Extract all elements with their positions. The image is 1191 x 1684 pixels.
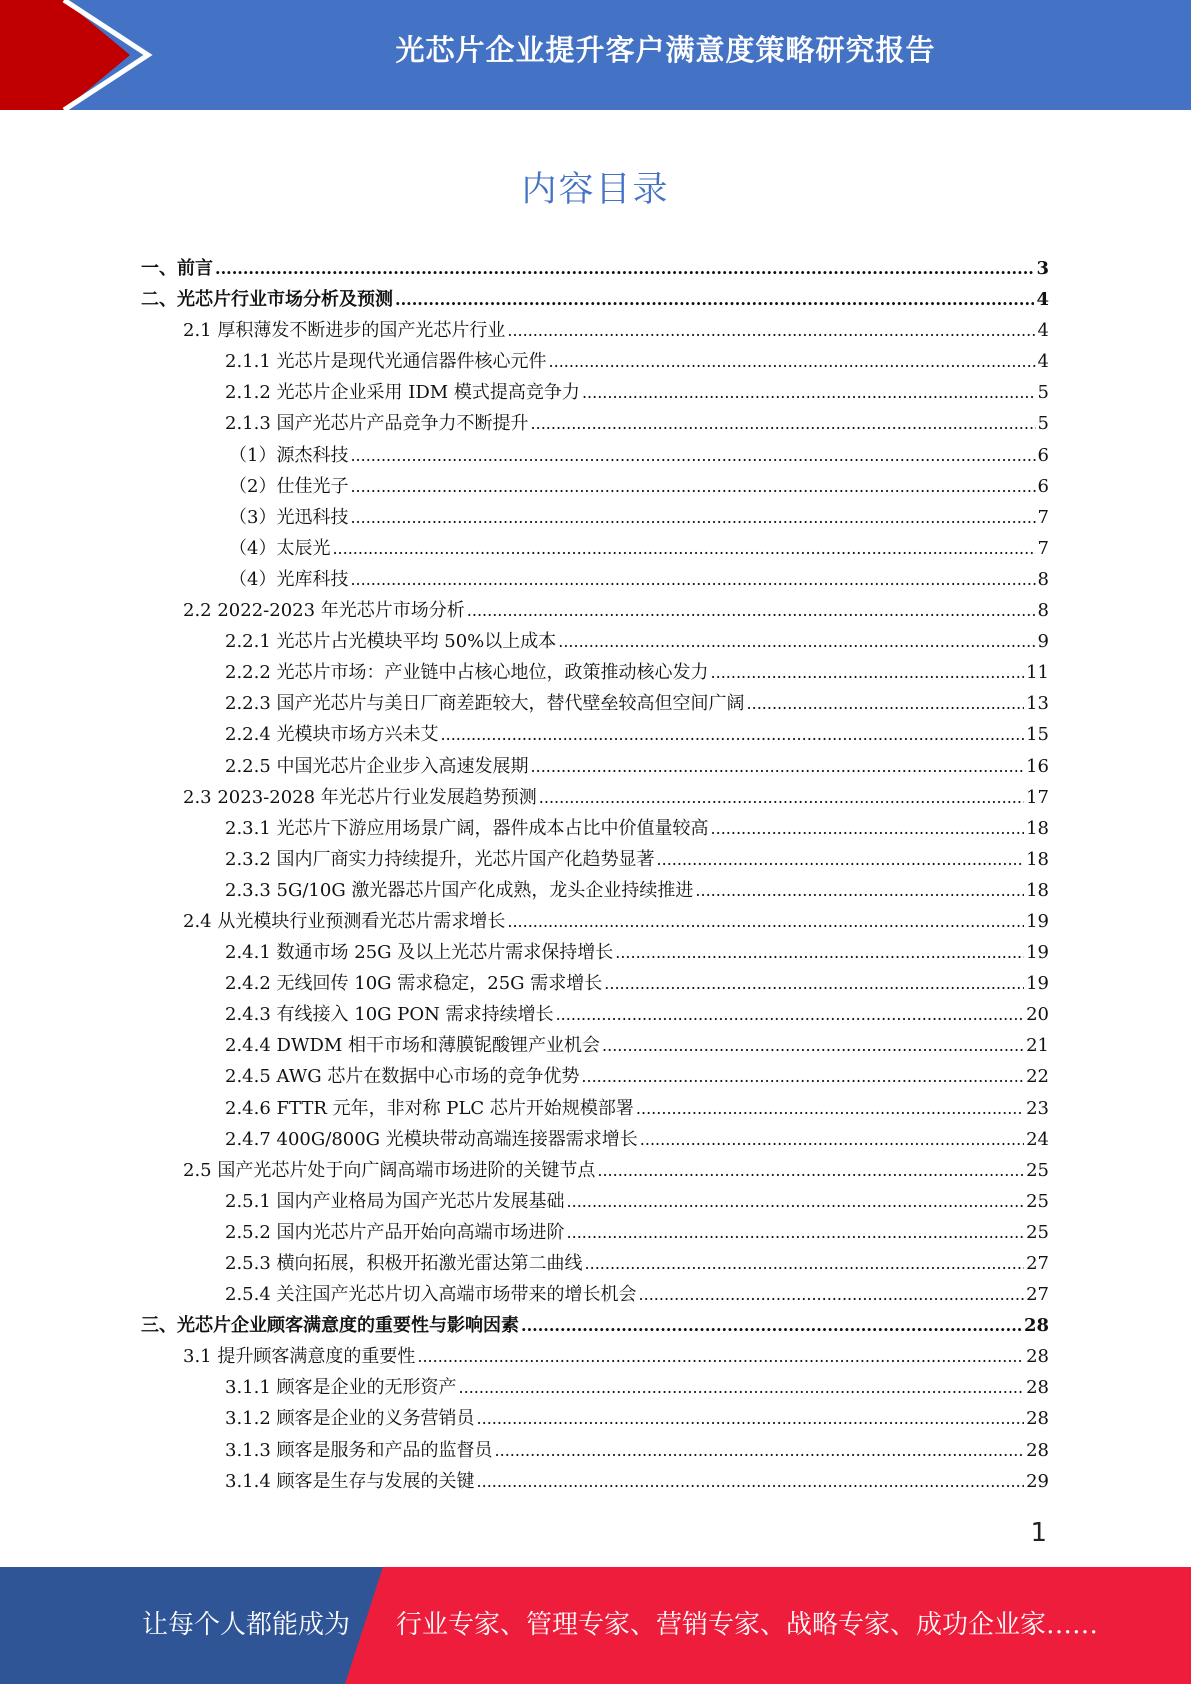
toc-entry[interactable] bbox=[141, 689, 1049, 720]
toc-dot-leader bbox=[582, 383, 1036, 402]
toc-entry-text: 2.4.2 无线回传 10G 需求稳定，25G 需求增长 bbox=[225, 973, 603, 995]
toc-entry[interactable] bbox=[141, 285, 1049, 316]
toc-entry-page: 3 bbox=[1036, 258, 1049, 279]
toc-entry-page: 28 bbox=[1023, 1315, 1049, 1337]
toc-dot-leader bbox=[581, 1067, 1024, 1086]
toc-entry-page: 4 bbox=[1037, 320, 1049, 342]
toc-entry-text: 2.2.1 光芯片占光模块平均 50%以上成本 bbox=[225, 631, 557, 653]
toc-entry-page: 5 bbox=[1037, 382, 1049, 404]
toc-entry[interactable] bbox=[141, 783, 1049, 814]
toc-entry-text: 2.2.5 中国光芯片企业步入高速发展期 bbox=[225, 755, 529, 777]
toc-dot-leader bbox=[602, 1036, 1024, 1055]
toc-dot-leader bbox=[215, 259, 1034, 278]
toc-entry[interactable] bbox=[141, 254, 1049, 285]
toc-entry-page: 22 bbox=[1026, 1066, 1049, 1088]
toc-entry[interactable] bbox=[141, 938, 1049, 969]
toc-entry-page: 23 bbox=[1026, 1097, 1049, 1119]
toc-entry-text: 3.1.3 顾客是服务和产品的监督员 bbox=[225, 1439, 493, 1461]
toc-dot-leader bbox=[636, 1099, 1024, 1118]
toc-entry-text: 2.4.6 FTTR 元年，非对称 PLC 芯片开始规模部署 bbox=[225, 1097, 634, 1119]
toc-entry[interactable] bbox=[141, 658, 1049, 689]
toc-dot-leader bbox=[350, 508, 1035, 527]
toc-dot-leader bbox=[567, 1192, 1025, 1211]
header-title: 光芯片企业提升客户满意度策略研究报告 bbox=[395, 33, 936, 67]
toc-dot-leader bbox=[615, 943, 1024, 962]
toc-entry[interactable] bbox=[141, 347, 1049, 378]
toc-dot-leader bbox=[350, 570, 1035, 589]
toc-entry-page: 17 bbox=[1026, 786, 1049, 808]
toc-dot-leader bbox=[332, 539, 1035, 558]
toc-entry-text: 2.1 厚积薄发不断进步的国产光芯片行业 bbox=[183, 320, 506, 342]
toc-entry-page: 28 bbox=[1026, 1377, 1049, 1399]
toc-entry-text: 2.3 2023-2028 年光芯片行业发展趋势预测 bbox=[183, 786, 537, 808]
toc-entry-text: 2.2.2 光芯片市场：产业链中占核心地位，政策推动核心发力 bbox=[225, 662, 709, 684]
toc-dot-leader bbox=[747, 694, 1025, 713]
toc-entry[interactable] bbox=[141, 1125, 1049, 1156]
toc-entry-page: 19 bbox=[1026, 910, 1049, 932]
toc-entry-text: 2.4 从光模块行业预测看光芯片需求增长 bbox=[183, 910, 506, 932]
toc-dot-leader bbox=[417, 1347, 1024, 1366]
toc-entry-page: 19 bbox=[1026, 973, 1049, 995]
toc-dot-leader bbox=[395, 290, 1034, 309]
toc-dot-leader bbox=[350, 446, 1035, 465]
toc-entry-page: 5 bbox=[1037, 413, 1049, 435]
toc-entry-page: 20 bbox=[1026, 1004, 1049, 1026]
toc-entry[interactable] bbox=[141, 409, 1049, 440]
toc-entry-text: 2.4.5 AWG 芯片在数据中心市场的竞争优势 bbox=[225, 1066, 580, 1088]
toc-entry-text: 2.2.3 国产光芯片与美日厂商差距较大，替代壁垒较高但空间广阔 bbox=[225, 693, 745, 715]
footer-slogan-left: 让每个人都能成为 bbox=[142, 1610, 351, 1640]
toc-entry[interactable] bbox=[141, 1062, 1049, 1093]
toc-entry-text: 2.1.2 光芯片企业采用 IDM 模式提高竞争力 bbox=[225, 382, 580, 404]
toc-entry-text: 2.4.7 400G/800G 光模块带动高端连接器需求增长 bbox=[225, 1128, 638, 1150]
toc-entry[interactable] bbox=[141, 1404, 1049, 1435]
toc-entry[interactable] bbox=[141, 441, 1049, 472]
toc-entry-page: 21 bbox=[1026, 1035, 1049, 1057]
toc-entry-page: 28 bbox=[1026, 1408, 1049, 1430]
toc-entry-page: 18 bbox=[1026, 879, 1049, 901]
toc-dot-leader bbox=[558, 632, 1035, 651]
toc-entry-text: （2）仕佳光子 bbox=[229, 475, 349, 497]
toc-dot-leader bbox=[531, 757, 1025, 776]
toc-dot-leader bbox=[350, 477, 1035, 496]
toc-entry-page: 8 bbox=[1037, 568, 1049, 590]
toc-entry[interactable] bbox=[141, 565, 1049, 596]
toc-entry[interactable] bbox=[141, 1031, 1049, 1062]
toc-entry-text: （4）太辰光 bbox=[229, 537, 331, 559]
toc-entry-page: 19 bbox=[1026, 942, 1049, 964]
toc-dot-leader bbox=[507, 321, 1035, 340]
page-footer bbox=[0, 1567, 1191, 1684]
toc-entry[interactable] bbox=[141, 969, 1049, 1000]
toc-entry-text: 2.1.1 光芯片是现代光通信器件核心元件 bbox=[225, 351, 547, 373]
toc-entry-text: 2.5.3 横向拓展，积极开拓激光雷达第二曲线 bbox=[225, 1253, 583, 1274]
toc-entry-text: 2.5.1 国内产业格局为国产光芯片发展基础 bbox=[225, 1190, 565, 1212]
toc-entry[interactable] bbox=[141, 1156, 1049, 1187]
toc-entry-page: 18 bbox=[1026, 817, 1049, 839]
page-number: 1 bbox=[1030, 1518, 1047, 1548]
toc-entry-page: 7 bbox=[1037, 506, 1049, 528]
toc-entry[interactable] bbox=[141, 1187, 1049, 1218]
toc-entry[interactable] bbox=[141, 596, 1049, 627]
toc-entry-page: 29 bbox=[1026, 1470, 1049, 1492]
toc-title: 内容目录 bbox=[521, 170, 670, 210]
toc-dot-leader bbox=[597, 1161, 1024, 1180]
toc-entry[interactable] bbox=[141, 1000, 1049, 1031]
toc-entry[interactable] bbox=[141, 1467, 1049, 1498]
toc-dot-leader bbox=[467, 601, 1036, 620]
toc-entry-page: 27 bbox=[1026, 1284, 1049, 1306]
toc-dot-leader bbox=[507, 912, 1024, 931]
toc-entry-text: 2.1.3 国产光芯片产品竞争力不断提升 bbox=[225, 413, 529, 435]
toc-dot-leader bbox=[711, 819, 1025, 838]
toc-dot-leader bbox=[441, 725, 1025, 744]
toc-entry[interactable] bbox=[141, 1249, 1049, 1280]
toc-entry[interactable] bbox=[141, 472, 1049, 503]
toc-entry-page: 6 bbox=[1037, 475, 1049, 497]
toc-entry-page: 25 bbox=[1026, 1190, 1049, 1212]
toc-entry-page: 6 bbox=[1037, 444, 1049, 466]
toc-dot-leader bbox=[556, 1005, 1025, 1024]
toc-entry-text: 2.4.3 有线接入 10G PON 需求持续增长 bbox=[225, 1004, 554, 1026]
toc-entry-text: （1）源杰科技 bbox=[229, 444, 349, 466]
toc-entry-page: 11 bbox=[1026, 662, 1049, 684]
toc-entry[interactable] bbox=[141, 814, 1049, 845]
toc-entry[interactable] bbox=[141, 503, 1049, 534]
toc-entry[interactable] bbox=[141, 316, 1049, 347]
table-of-contents bbox=[141, 254, 1049, 1498]
toc-dot-leader bbox=[695, 881, 1024, 900]
toc-entry[interactable] bbox=[141, 1094, 1049, 1125]
toc-entry-page: 24 bbox=[1026, 1128, 1049, 1150]
toc-entry-text: 2.5.4 关注国产光芯片切入高端市场带来的增长机会 bbox=[225, 1284, 637, 1306]
toc-entry-page: 9 bbox=[1037, 631, 1049, 653]
toc-entry[interactable] bbox=[141, 378, 1049, 409]
page-header bbox=[0, 0, 1191, 110]
toc-entry-text: （4）光库科技 bbox=[229, 568, 349, 590]
toc-dot-leader bbox=[567, 1223, 1025, 1242]
toc-entry[interactable] bbox=[141, 752, 1049, 783]
toc-entry[interactable] bbox=[141, 876, 1049, 907]
toc-entry-page: 16 bbox=[1026, 755, 1049, 777]
toc-entry-page: 7 bbox=[1037, 537, 1049, 559]
toc-dot-leader bbox=[711, 663, 1025, 682]
toc-entry-text: 2.3.3 5G/10G 激光器芯片国产化成熟，龙头企业持续推进 bbox=[225, 879, 694, 901]
toc-entry[interactable] bbox=[141, 845, 1049, 876]
toc-entry-page: 25 bbox=[1026, 1221, 1049, 1243]
toc-dot-leader bbox=[477, 1409, 1025, 1428]
toc-entry-text: 2.5 国产光芯片处于向广阔高端市场进阶的关键节点 bbox=[183, 1159, 596, 1181]
toc-dot-leader bbox=[495, 1441, 1025, 1460]
toc-entry[interactable] bbox=[141, 534, 1049, 565]
toc-entry-page: 8 bbox=[1037, 600, 1049, 622]
toc-entry-page: 28 bbox=[1026, 1439, 1049, 1461]
toc-dot-leader bbox=[549, 352, 1036, 371]
toc-entry[interactable] bbox=[141, 1342, 1049, 1373]
toc-entry-text: 2.2.4 光模块市场方兴未艾 bbox=[225, 724, 439, 746]
toc-entry-page: 18 bbox=[1026, 848, 1049, 870]
toc-entry-page: 27 bbox=[1026, 1253, 1049, 1274]
toc-entry-text: 3.1.4 顾客是生存与发展的关键 bbox=[225, 1470, 475, 1492]
toc-dot-leader bbox=[539, 788, 1024, 807]
toc-entry-text: 2.2 2022-2023 年光芯片市场分析 bbox=[183, 600, 465, 622]
toc-entry-text: 二、光芯片行业市场分析及预测 bbox=[141, 289, 393, 311]
footer-slogan-right: 行业专家、管理专家、营销专家、战略专家、成功企业家…… bbox=[396, 1610, 1099, 1640]
toc-entry[interactable] bbox=[141, 1218, 1049, 1249]
toc-dot-leader bbox=[531, 414, 1036, 433]
toc-entry[interactable] bbox=[141, 1373, 1049, 1404]
toc-dot-leader bbox=[459, 1378, 1025, 1397]
toc-entry-text: 3.1 提升顾客满意度的重要性 bbox=[183, 1346, 416, 1368]
toc-entry-text: 3.1.2 顾客是企业的义务营销员 bbox=[225, 1408, 475, 1430]
toc-entry[interactable] bbox=[141, 627, 1049, 658]
toc-entry-page: 15 bbox=[1026, 724, 1049, 746]
toc-entry-text: 三、光芯片企业顾客满意度的重要性与影响因素 bbox=[141, 1315, 519, 1337]
toc-dot-leader bbox=[477, 1472, 1025, 1491]
toc-entry-text: 2.4.4 DWDM 相干市场和薄膜铌酸锂产业机会 bbox=[225, 1035, 601, 1057]
toc-entry-page: 25 bbox=[1026, 1159, 1049, 1181]
toc-dot-leader bbox=[585, 1254, 1025, 1273]
toc-entry[interactable] bbox=[141, 1436, 1049, 1467]
toc-entry[interactable] bbox=[141, 1280, 1049, 1311]
toc-entry-text: 3.1.1 顾客是企业的无形资产 bbox=[225, 1377, 457, 1399]
toc-entry-page: 4 bbox=[1036, 289, 1049, 311]
toc-dot-leader bbox=[521, 1316, 1022, 1335]
toc-entry-text: 2.3.1 光芯片下游应用场景广阔，器件成本占比中价值量较高 bbox=[225, 817, 709, 839]
toc-entry-text: 2.5.2 国内光芯片产品开始向高端市场进阶 bbox=[225, 1221, 565, 1243]
toc-entry-text: 2.4.1 数通市场 25G 及以上光芯片需求保持增长 bbox=[225, 942, 614, 964]
toc-entry-page: 28 bbox=[1026, 1346, 1049, 1368]
toc-dot-leader bbox=[639, 1285, 1025, 1304]
toc-dot-leader bbox=[657, 850, 1025, 869]
toc-dot-leader bbox=[604, 974, 1024, 993]
toc-entry[interactable] bbox=[141, 907, 1049, 938]
toc-entry[interactable] bbox=[141, 720, 1049, 751]
toc-entry-text: 一、前言 bbox=[141, 258, 213, 279]
toc-entry-text: （3）光迅科技 bbox=[229, 506, 349, 528]
toc-entry-page: 13 bbox=[1026, 693, 1049, 715]
toc-entry-text: 2.3.2 国内厂商实力持续提升，光芯片国产化趋势显著 bbox=[225, 848, 655, 870]
toc-entry[interactable] bbox=[141, 1311, 1049, 1342]
toc-entry-page: 4 bbox=[1037, 351, 1049, 373]
toc-dot-leader bbox=[640, 1130, 1024, 1149]
